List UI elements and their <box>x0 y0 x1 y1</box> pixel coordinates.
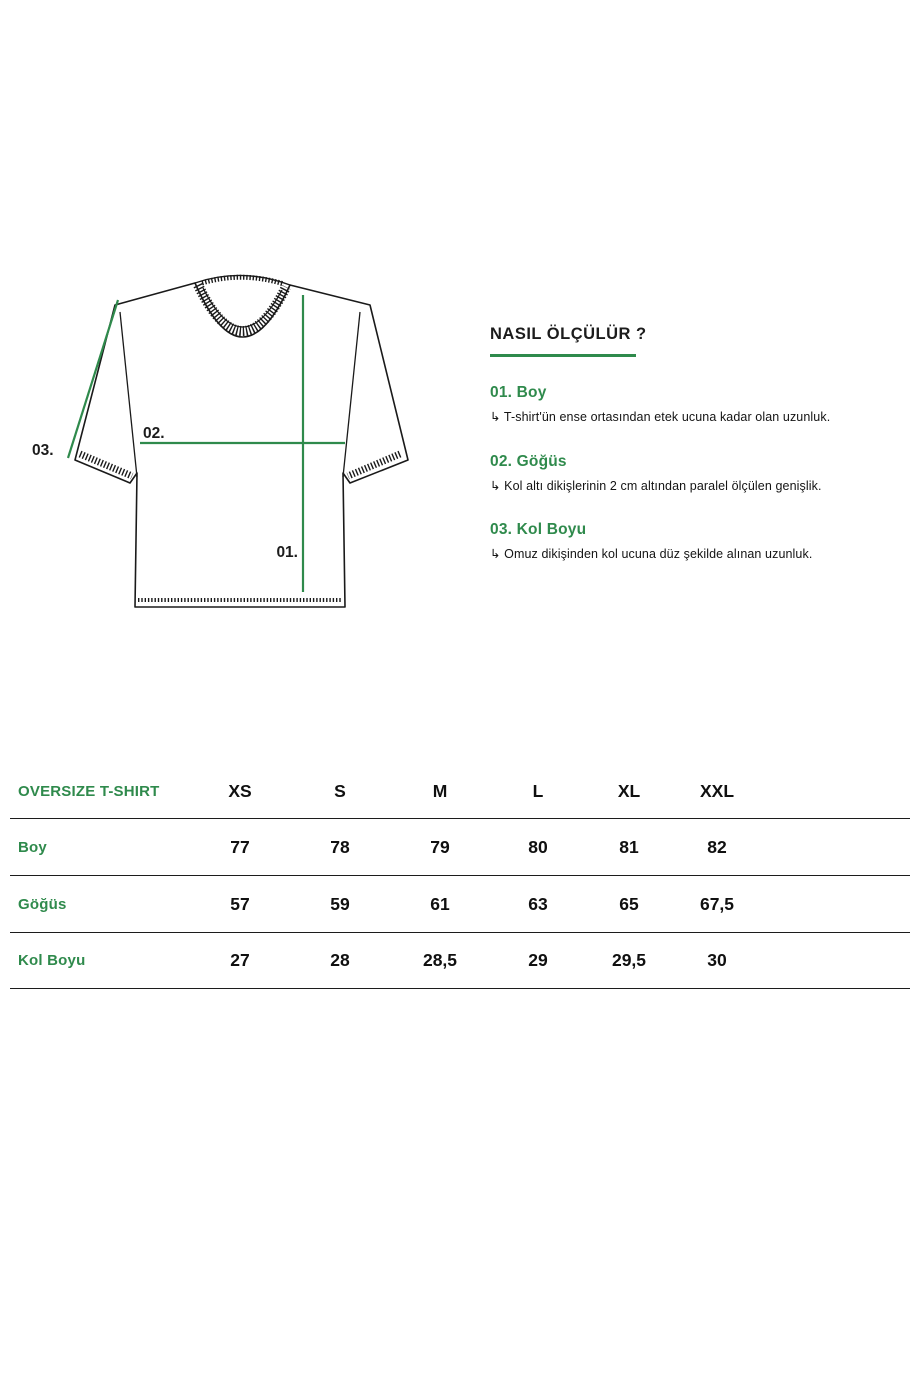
size-col-m: M <box>432 781 448 801</box>
measure-item-desc: ↳ T-shirt'ün ense ortasından etek ucuna kadar olan uzunluk. <box>490 410 831 424</box>
measure-item-label: 01. Boy <box>490 384 547 401</box>
size-col-s: S <box>334 781 346 801</box>
value-cell: 67,5 <box>699 893 735 914</box>
value-cell: 59 <box>330 893 350 914</box>
size-col-xs: XS <box>228 781 252 801</box>
row-label: Göğüs <box>18 895 67 913</box>
value-cell: 28,5 <box>422 950 458 970</box>
size-table-header-row <box>10 765 910 818</box>
value-cell: 79 <box>430 836 450 857</box>
row-label: Boy <box>18 838 47 856</box>
label-03: 03. <box>32 442 54 459</box>
size-col-l: L <box>532 781 544 801</box>
value-cell: 29,5 <box>611 950 647 970</box>
product-name: OVERSIZE T-SHIRT <box>18 783 160 800</box>
table-row-gogus <box>10 875 910 932</box>
size-col-xl: XL <box>617 781 641 801</box>
value-cell: 30 <box>707 950 727 970</box>
size-col-xxl: XXL <box>699 781 735 801</box>
value-cell: 81 <box>619 836 639 857</box>
row-label: Kol Boyu <box>18 952 86 969</box>
tshirt-diagram <box>30 255 450 625</box>
value-cell: 57 <box>230 893 250 914</box>
measure-item-label: 03. Kol Boyu <box>490 521 587 539</box>
value-cell: 80 <box>528 836 548 857</box>
measure-item-desc: ↳ Kol altı dikişlerinin 2 cm altından paralel ölçülen genişlik. <box>490 478 822 493</box>
value-cell: 65 <box>619 893 639 914</box>
measure-item-kol-boyu <box>490 521 890 563</box>
value-cell: 77 <box>230 836 250 857</box>
table-row-boy <box>10 818 910 875</box>
value-cell: 78 <box>330 836 350 857</box>
value-cell: 27 <box>230 950 250 970</box>
measure-item-label: 02. Göğüs <box>490 452 567 470</box>
value-cell: 82 <box>707 836 727 857</box>
measure-item-desc: ↳ Omuz dikişinden kol ucuna düz şekilde alınan uzunluk. <box>490 547 813 562</box>
how-to-measure-title: NASIL ÖLÇÜLÜR ? <box>490 325 647 343</box>
value-cell: 29 <box>528 950 548 970</box>
size-table <box>10 765 910 989</box>
back-neck-ribbing <box>202 277 284 284</box>
title-underline <box>490 354 636 357</box>
label-01: 01. <box>276 544 298 561</box>
how-to-measure-section <box>490 325 890 563</box>
measure-item-gogus <box>490 453 890 495</box>
measure-item-boy <box>490 384 890 426</box>
label-02: 02. <box>143 425 165 442</box>
value-cell: 63 <box>528 893 548 914</box>
value-cell: 61 <box>430 893 450 914</box>
value-cell: 28 <box>330 950 350 970</box>
table-row-kol-boyu <box>10 932 910 989</box>
